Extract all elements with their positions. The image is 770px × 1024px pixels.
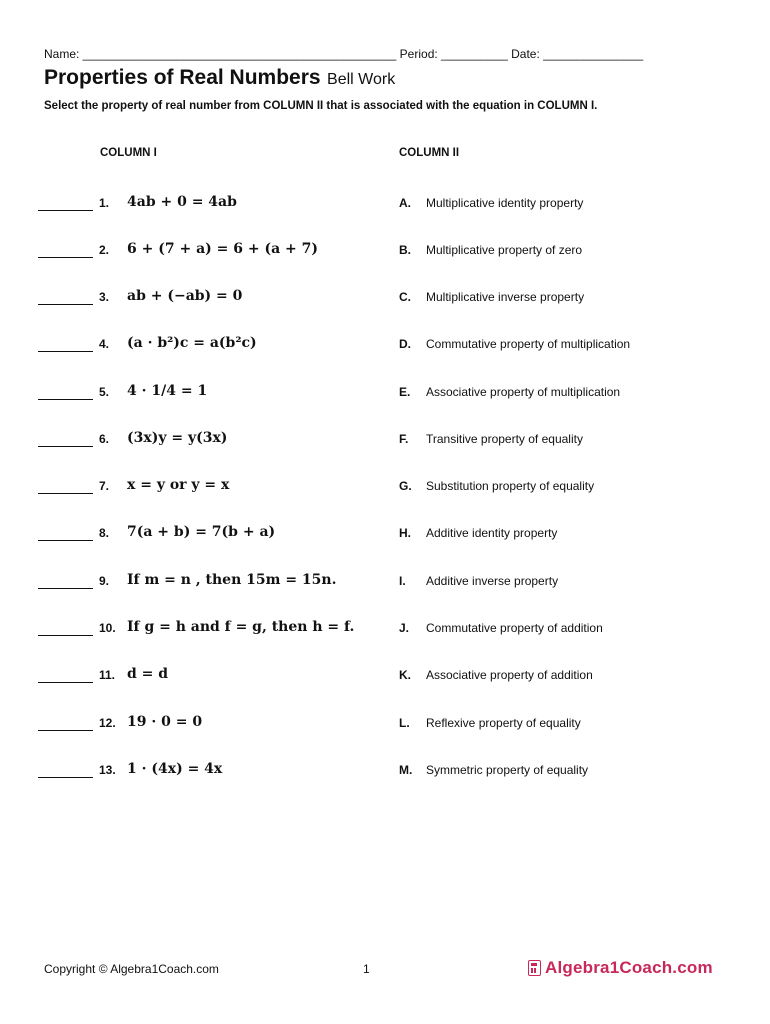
equation: (a · b²)c = a(b²c) — [127, 335, 257, 351]
equation: x = y or y = x — [127, 477, 230, 493]
property-name: Symmetric property of equality — [426, 763, 589, 777]
equation: If g = h and f = g, then h = f. — [127, 619, 355, 635]
property-letter: G. — [399, 479, 412, 493]
question-row — [0, 194, 770, 230]
question-row — [0, 666, 770, 702]
answer-blank[interactable] — [38, 445, 93, 447]
question-number: 8. — [99, 526, 110, 540]
title-sub: Bell Work — [327, 71, 396, 88]
property-letter: A. — [399, 196, 411, 210]
property-name: Associative property of multiplication — [426, 385, 621, 399]
property-letter: D. — [399, 337, 411, 351]
answer-blank[interactable] — [38, 256, 93, 258]
property-letter: B. — [399, 243, 411, 257]
property-name: Multiplicative property of zero — [426, 243, 583, 257]
property-name: Additive inverse property — [426, 574, 559, 588]
property-letter: F. — [399, 432, 409, 446]
question-number: 3. — [99, 290, 110, 304]
page-title — [44, 66, 395, 90]
question-number: 4. — [99, 337, 110, 351]
logo-text: Algebra1Coach.com — [545, 958, 713, 977]
question-number: 1. — [99, 196, 110, 210]
question-number: 10. — [99, 621, 116, 635]
question-row — [0, 619, 770, 655]
question-number: 9. — [99, 574, 110, 588]
answer-blank[interactable] — [38, 681, 93, 683]
column-ii-heading: COLUMN II — [399, 147, 460, 159]
calculator-icon — [528, 960, 541, 976]
question-row — [0, 572, 770, 608]
equation: 6 + (7 + a) = 6 + (a + 7) — [127, 241, 318, 257]
equation: If m = n , then 15m = 15n. — [127, 572, 337, 588]
property-name: Associative property of addition — [426, 668, 593, 682]
property-name: Commutative property of addition — [426, 621, 603, 635]
answer-blank[interactable] — [38, 776, 93, 778]
property-letter: C. — [399, 290, 411, 304]
question-row — [0, 524, 770, 560]
question-row — [0, 714, 770, 750]
answer-blank[interactable] — [38, 539, 93, 541]
question-row — [0, 288, 770, 324]
equation: 4ab + 0 = 4ab — [127, 194, 237, 210]
property-name: Substitution property of equality — [426, 479, 595, 493]
property-letter: H. — [399, 526, 411, 540]
question-row — [0, 477, 770, 513]
equation: 1 · (4x) = 4x — [127, 761, 223, 777]
property-letter: I. — [399, 574, 406, 588]
equation: 7(a + b) = 7(b + a) — [127, 524, 276, 540]
property-name: Multiplicative inverse property — [426, 290, 585, 304]
property-letter: M. — [399, 763, 413, 777]
answer-blank[interactable] — [38, 492, 93, 494]
property-name: Commutative property of multiplication — [426, 337, 631, 351]
question-number: 5. — [99, 385, 110, 399]
equation: (3x)y = y(3x) — [127, 430, 228, 446]
property-name: Reflexive property of equality — [426, 716, 581, 730]
equation: 4 · 1/4 = 1 — [127, 383, 208, 399]
property-name: Multiplicative identity property — [426, 196, 584, 210]
question-number: 2. — [99, 243, 110, 257]
question-number: 12. — [99, 716, 116, 730]
answer-blank[interactable] — [38, 350, 93, 352]
name-period-date-line: Name: _______________________________________________ Period: __________ Date: _______________ — [44, 47, 644, 61]
title-main: Properties of Real Numbers — [44, 66, 321, 89]
property-name: Additive identity property — [426, 526, 558, 540]
question-number: 11. — [99, 668, 116, 682]
equation: ab + (−ab) = 0 — [127, 288, 243, 304]
instructions: Select the property of real number from COLUMN II that is associated with the equation in COLUMN I. — [44, 100, 598, 112]
copyright: Copyright © Algebra1Coach.com — [44, 962, 219, 976]
question-number: 6. — [99, 432, 110, 446]
equation: d = d — [127, 666, 169, 682]
answer-blank[interactable] — [38, 729, 93, 731]
page-number: 1 — [363, 962, 370, 976]
property-letter: E. — [399, 385, 411, 399]
question-number: 7. — [99, 479, 110, 493]
answer-blank[interactable] — [38, 634, 93, 636]
answer-blank[interactable] — [38, 303, 93, 305]
property-letter: J. — [399, 621, 410, 635]
question-number: 13. — [99, 763, 116, 777]
property-name: Transitive property of equality — [426, 432, 583, 446]
column-i-heading: COLUMN I — [100, 147, 157, 159]
equation: 19 · 0 = 0 — [127, 714, 203, 730]
question-row — [0, 335, 770, 371]
question-row — [0, 761, 770, 797]
answer-blank[interactable] — [38, 209, 93, 211]
property-letter: L. — [399, 716, 410, 730]
question-row — [0, 430, 770, 466]
answer-blank[interactable] — [38, 587, 93, 589]
question-row — [0, 383, 770, 419]
question-row — [0, 241, 770, 277]
logo — [528, 958, 713, 978]
answer-blank[interactable] — [38, 398, 93, 400]
property-letter: K. — [399, 668, 411, 682]
